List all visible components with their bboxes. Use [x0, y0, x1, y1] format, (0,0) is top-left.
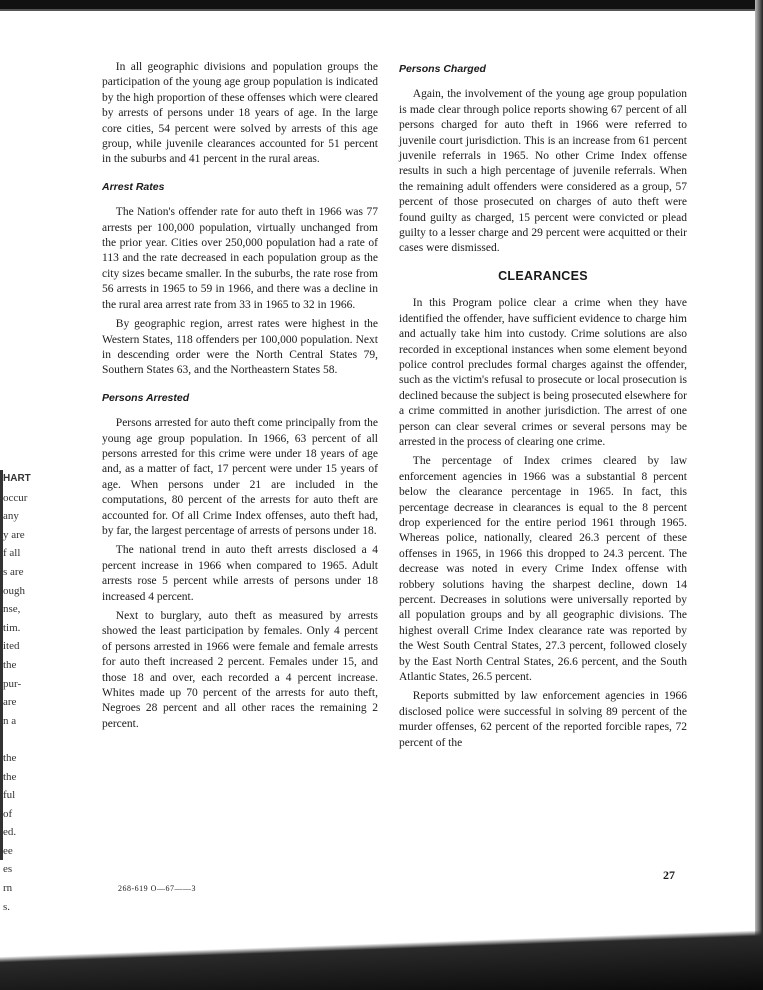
paragraph: Reports submitted by law enforcement agencies in 1966 disclosed police were successful in solving 89 percent of the murder offenses, 62 percent of the reported forcible rapes, 72 percent of the — [399, 690, 687, 749]
right-column — [399, 60, 687, 755]
adjacent-page-fragment — [0, 470, 37, 913]
margin-fragment: pur- — [3, 677, 22, 690]
margin-fragment: es — [3, 863, 13, 876]
margin-fragment: HART — [3, 473, 31, 484]
scan-edge-right — [755, 0, 763, 990]
margin-fragment: any — [3, 510, 19, 523]
subheading-arrest-rates: Arrest Rates — [102, 180, 165, 193]
margin-fragment: y are — [3, 528, 25, 541]
margin-fragment: nse, — [3, 603, 21, 616]
margin-fragment: s are — [3, 565, 24, 578]
left-column — [102, 60, 378, 736]
section-heading-clearances: CLEARANCES — [498, 268, 588, 283]
paragraph: Persons arrested for auto theft come principally from the young age group population. In 1966, 63 percent of all persons arrested for this crime were under 18 years of age and, as a matter of fact, 17 percent were under 15 years of age. When persons under 21 are included in the computations, 80 percent of the arrests for auto theft are accounted for. Of all Crime Index offenses, auto theft had, by far, the largest percentage of arrests of persons under 18. — [102, 417, 378, 537]
scan-edge-top — [0, 0, 763, 14]
margin-fragment: ed. — [3, 826, 17, 839]
scan-edge-bottom — [0, 920, 763, 990]
margin-fragment: ee — [3, 844, 13, 857]
subheading-persons-arrested: Persons Arrested — [102, 391, 190, 404]
paragraph: In this Program police clear a crime when they have identified the offender, have sufficient evidence to charge him and actually take him into custody. Crime solutions are also recorded in exceptional instances when some element beyond police control precludes formal charges against the offender, such as the victim's refusal to prosecute or local prosecution is declined because the subject is being prosecuted elsewhere for a crime committed in another jurisdiction. The arrest of one person can clear several crimes or several persons may be arrested in the process of clearing one crime. — [399, 297, 687, 448]
margin-fragment: occur — [3, 491, 28, 504]
margin-fragment: ough — [3, 584, 25, 597]
margin-fragment: the — [3, 770, 17, 783]
paragraph: The national trend in auto theft arrests disclosed a 4 percent increase in 1966 when compared to 1965. Adult arrests rose 5 percent while arrests of persons under 18 increased 4 percent. — [102, 544, 378, 603]
paragraph: The percentage of Index crimes cleared by law enforcement agencies in 1966 was a substantial 8 percent below the clearance percentage in 1965. In fact, this percentage decrease in clearances is equal to the 8 percent drop experienced for the entire period 1961 through 1965. Whereas police, nationally, cleared 26.3 percent of these offenses in 1965, in 1966 this dropped to 24.3 percent. The decrease was noted in every Crime Index offense with robbery solutions having the sharpest decline, down 14 percent. Decreases in solutions were universally reported by all population groups and by all geographic divisions. The highest overall Crime Index clearance rate was reported by the West South Central States, 27.3 percent, followed closely by the East North Central States, 26.6 percent, and the South Atlantic States, 26.5 percent. — [399, 455, 687, 684]
margin-fragment: the — [3, 751, 17, 764]
margin-fragment: are — [3, 696, 17, 709]
margin-fragment: rn — [3, 882, 13, 895]
margin-fragment: f all — [3, 547, 21, 560]
margin-fragment: tim. — [3, 621, 21, 634]
margin-fragment: ful — [3, 789, 16, 802]
margin-fragment: of — [3, 807, 13, 820]
paragraph: By geographic region, arrest rates were highest in the Western States, 118 offenders per 100,000 population. Next in descending order were the North Central States 79, Southern States 63, and the Northeastern States 58. — [102, 318, 378, 377]
paragraph: Next to burglary, auto theft as measured by arrests showed the least participation by females. Only 4 percent of persons arrested in 1966 were female and female arrests for auto theft increased 2 percent. Females under 15, and those 18 and over, each recorded a 4 percent increase. Whites made up 70 percent of the arrests for auto theft, Negroes 28 percent and all other races the remaining 2 percent. — [102, 610, 378, 730]
subheading-persons-charged: Persons Charged — [399, 63, 486, 75]
print-code: 268-619 O—67——3 — [118, 884, 196, 893]
paragraph: Again, the involvement of the young age group population is made clear through police reports showing 67 percent of all persons charged for auto theft in 1966 were referred to juvenile court jurisdiction. This is an increase from 61 percent juvenile referrals in 1965. No other Crime Index offense results in such a high percentage of juvenile referrals. When the remaining adult offenders were considered as a group, 57 percent of those prosecuted on charges of auto theft were found guilty as charged, 15 percent were convicted or plead guilty to a lesser charge and 29 percent were acquitted or their cases were dismissed. — [399, 88, 687, 255]
margin-fragment: ited — [3, 640, 20, 653]
paragraph: The Nation's offender rate for auto theft in 1966 was 77 arrests per 100,000 population, virtually unchanged from the prior year. Cities over 250,000 population had a rate of 113 and the rate decreased in each population group as the city sizes became smaller. In the suburbs, the rate rose from 56 arrests in 1965 to 59 in 1966, and there was a decline in the rural area arrest rate from 33 in 1965 to 32 in 1966. — [102, 206, 378, 311]
margin-fragment: the — [3, 658, 17, 671]
paragraph: In all geographic divisions and population groups the participation of the young age group population is indicated by the high proportion of these offenses which were cleared by arrests of persons under 18 years of age. In the large core cities, 54 percent were solved by arrests of this age group, while juvenile clearances accounted for 51 percent in the suburbs and 41 percent in the rural areas. — [102, 61, 378, 166]
margin-fragment: n a — [3, 714, 17, 727]
page-number: 27 — [663, 868, 675, 882]
margin-fragment — [3, 730, 37, 749]
margin-fragment: s. — [3, 900, 11, 913]
